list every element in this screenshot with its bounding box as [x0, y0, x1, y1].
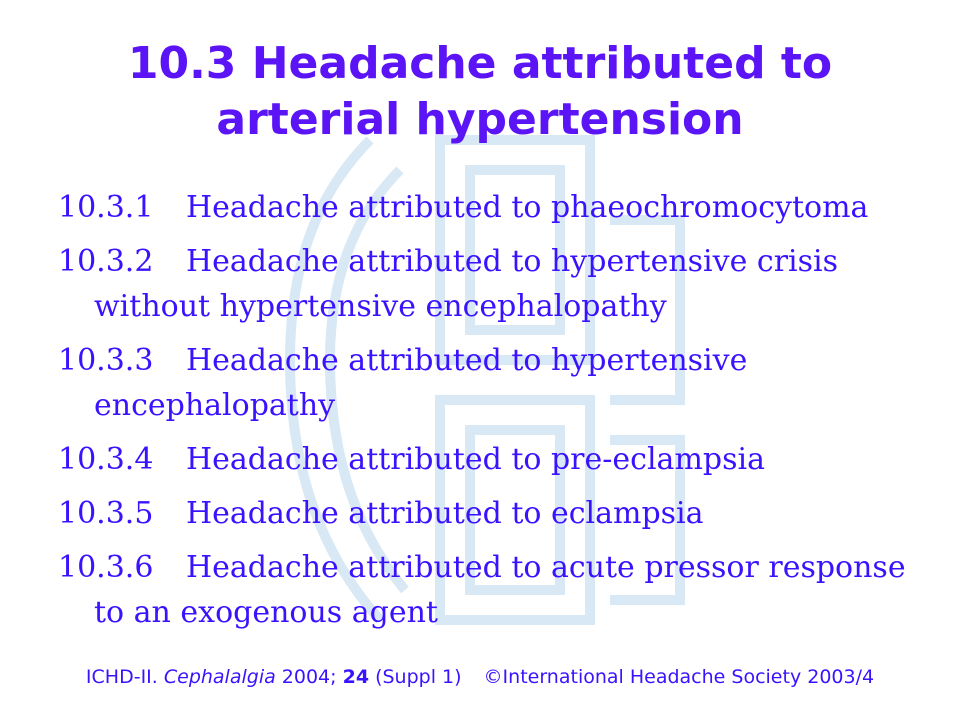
footer-copyright: ©International Headache Society 2003/4: [483, 666, 875, 688]
item-number: 10.3.4: [58, 442, 154, 477]
item-text: Headache attributed to phaeochromocytoma: [186, 190, 869, 225]
item-text: Headache attributed to eclampsia: [186, 496, 704, 531]
footer-prefix: ICHD-II.: [85, 666, 164, 688]
list-item: [58, 239, 938, 329]
item-number: 10.3.2: [58, 244, 154, 279]
title-line-1: 10.3 Headache attributed to: [127, 38, 833, 89]
slide-title: [0, 36, 960, 148]
list-item: [58, 545, 938, 635]
item-text: Headache attributed to hypertensive crisis without hypertensive encephalopathy: [94, 244, 839, 324]
item-text: Headache attributed to hypertensive encephalopathy: [94, 343, 748, 423]
footer-volume: 24: [342, 666, 370, 688]
citation-footer: [0, 666, 960, 688]
list-item: [58, 437, 938, 482]
item-number: 10.3.1: [58, 190, 154, 225]
item-number: 10.3.5: [58, 496, 154, 531]
title-line-2: arterial hypertension: [216, 94, 744, 145]
footer-suppl: (Suppl 1): [369, 666, 462, 688]
footer-journal: Cephalalgia: [163, 666, 276, 688]
item-text: Headache attributed to pre-eclampsia: [186, 442, 765, 477]
item-text: Headache attributed to acute pressor response to an exogenous agent: [94, 550, 906, 630]
list-item: [58, 491, 938, 536]
list-item: [58, 338, 938, 428]
item-number: 10.3.6: [58, 550, 154, 585]
item-number: 10.3.3: [58, 343, 154, 378]
list-item: [58, 185, 938, 230]
footer-year: 2004;: [275, 666, 343, 688]
subtype-list: [58, 185, 938, 644]
